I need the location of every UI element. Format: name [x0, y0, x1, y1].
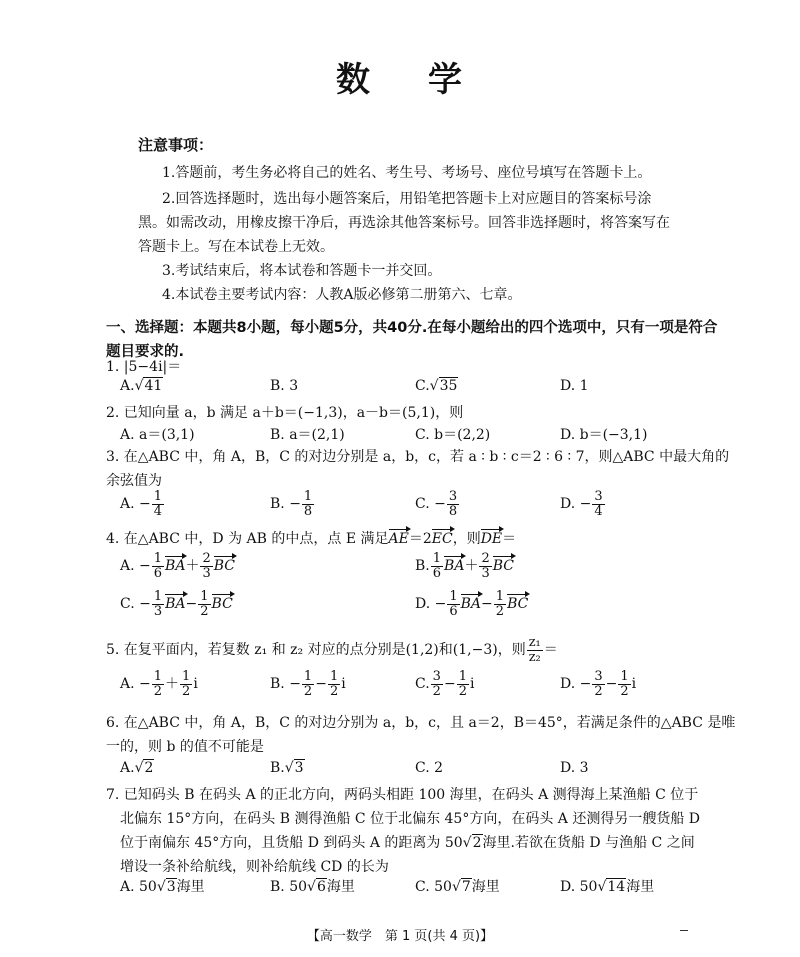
notice-heading: 注意事项： [138, 136, 214, 154]
question-7-stem-line-4: 增设一条补给航线，则补给航线 CD 的长为 [120, 859, 389, 875]
q1-option-b[interactable]: B. 3 [270, 378, 299, 394]
q6-option-a[interactable]: A.√2 [120, 760, 154, 776]
question-5-stem: 5. 在复平面内，若复数 z₁ 和 z₂ 对应的点分别是(1,2)和(1,−3)，则 $\frac{\text{z₁}}{\text{z₂}}$ ＝ [106, 635, 558, 665]
q1-option-a[interactable]: A.√41 [120, 378, 163, 394]
q7-option-b[interactable]: B. 50√6海里 [270, 879, 355, 895]
q4-option-a[interactable]: A. − $\frac{1}{6}$ BA＋ $\frac{2}{3}$ BC [120, 551, 235, 581]
q2-option-d[interactable]: D. b＝(−3,1) [560, 427, 648, 443]
question-2-stem: 2. 已知向量 a，b 满足 a＋b＝(−1,3)，a－b＝(5,1)，则 [106, 405, 464, 421]
q5-option-d[interactable]: D. − $\frac{3}{2}$ − $\frac{1}{2}$ i [560, 669, 637, 699]
q7-option-c[interactable]: C. 50√7海里 [415, 879, 500, 895]
question-6-stem-line-2: 一的，则 b 的值不可能是 [106, 739, 264, 755]
q3-option-b[interactable]: B. − $\frac{1}{8}$ [270, 489, 313, 519]
q6-option-b[interactable]: B.√3 [270, 760, 304, 776]
notice-line-3: 黑。如需改动，用橡皮擦干净后，再选涂其他答案标号。回答非选择题时，将答案写在 [138, 215, 670, 231]
q3-option-c[interactable]: C. − $\frac{3}{8}$ [415, 489, 458, 519]
question-3-stem-line-1: 3. 在△ABC 中，角 A，B，C 的对边分别是 a，b，c，若 a ∶ b ∶ c＝2 ∶ 6 ∶ 7，则△ABC 中最大角的 [106, 449, 730, 465]
question-3-stem-line-2: 余弦值为 [106, 473, 162, 489]
question-7-stem-line-2: 北偏东 15°方向，在码头 B 测得渔船 C 位于北偏东 45°方向，在码头 A 还测得另一艘货船 D [120, 811, 701, 827]
page-footer: 【高一数学 第 1 页(共 4 页)】 [306, 929, 494, 944]
section-heading-line-1: 一、选择题：本题共8小题，每小题5分，共40分.在每小题给出的四个选项中，只有一项是符合 [106, 320, 718, 336]
q2-option-a[interactable]: A. a＝(3,1) [120, 427, 195, 443]
q5-option-c[interactable]: C. $\frac{3}{2}$ − $\frac{1}{2}$ i [415, 669, 475, 699]
q2-option-b[interactable]: B. a＝(2,1) [270, 427, 345, 443]
page-title [0, 52, 800, 101]
notice-line-6: 4.本试卷主要考试内容：人教A版必修第二册第六、七章。 [162, 287, 522, 303]
q4-option-c[interactable]: C. − $\frac{1}{3}$ BA− $\frac{1}{2}$ BC [120, 589, 233, 619]
notice-line-1: 1.答题前，考生务必将自己的姓名、考生号、考场号、座位号填写在答题卡上。 [162, 165, 652, 181]
q1-option-c[interactable]: C.√35 [415, 378, 458, 394]
question-6-stem-line-1: 6. 在△ABC 中，角 A，B，C 的对边分别为 a，b，c，且 a＝2，B＝45°，若满足条件的△ABC 是唯 [106, 715, 736, 731]
question-7-stem-line-1: 7. 已知码头 B 在码头 A 的正北方向，两码头相距 100 海里，在码头 A 测得海上某渔船 C 位于 [106, 787, 699, 803]
question-7-stem-line-3: 位于南偏东 45°方向，且货船 D 到码头 A 的距离为 50√2海里.若欲在货船 D 与渔船 C 之间 [120, 835, 695, 851]
notice-line-2: 2.回答选择题时，选出每小题答案后，用铅笔把答题卡上对应题目的答案标号涂 [162, 191, 652, 207]
question-5-options [120, 670, 680, 710]
question-4-options-row-2 [120, 590, 680, 630]
title-char-1: 数 [336, 60, 372, 100]
q1-option-d[interactable]: D. 1 [560, 378, 589, 394]
title-char-2: 学 [428, 60, 464, 100]
q3-option-a[interactable]: A. − $\frac{1}{4}$ [120, 489, 163, 519]
q6-option-d[interactable]: D. 3 [560, 760, 589, 776]
q2-option-c[interactable]: C. b＝(2,2) [415, 427, 491, 443]
notice-line-4: 答题卡上。写在本试卷上无效。 [138, 239, 334, 255]
notice-line-5: 3.考试结束后，将本试卷和答题卡一并交回。 [162, 263, 442, 279]
question-4-stem: 4. 在△ABC 中，D 为 AB 的中点，点 E 满足AE＝2EC，则DE＝ [106, 531, 517, 547]
q7-option-d[interactable]: D. 50√14海里 [560, 879, 655, 895]
question-1-stem: 1. |5−4i|＝ [106, 359, 182, 375]
question-4-options-row-1 [120, 552, 680, 592]
q5-option-b[interactable]: B. − $\frac{1}{2}$ − $\frac{1}{2}$ i [270, 669, 346, 699]
section-heading-line-2: 题目要求的. [106, 344, 185, 360]
q3-option-d[interactable]: D. − $\frac{3}{4}$ [560, 489, 603, 519]
question-3-options [120, 490, 680, 530]
q4-option-d[interactable]: D. − $\frac{1}{6}$ BA− $\frac{1}{2}$ BC [415, 589, 529, 619]
q6-option-c[interactable]: C. 2 [415, 760, 444, 776]
corner-mark [680, 930, 688, 931]
q5-option-a[interactable]: A. − $\frac{1}{2}$ ＋ $\frac{1}{2}$ i [120, 669, 198, 699]
q4-option-b[interactable]: B. $\frac{1}{6}$ BA＋ $\frac{2}{3}$ BC [415, 551, 514, 581]
q7-option-a[interactable]: A. 50√3海里 [120, 879, 205, 895]
question-7-options [120, 876, 680, 916]
